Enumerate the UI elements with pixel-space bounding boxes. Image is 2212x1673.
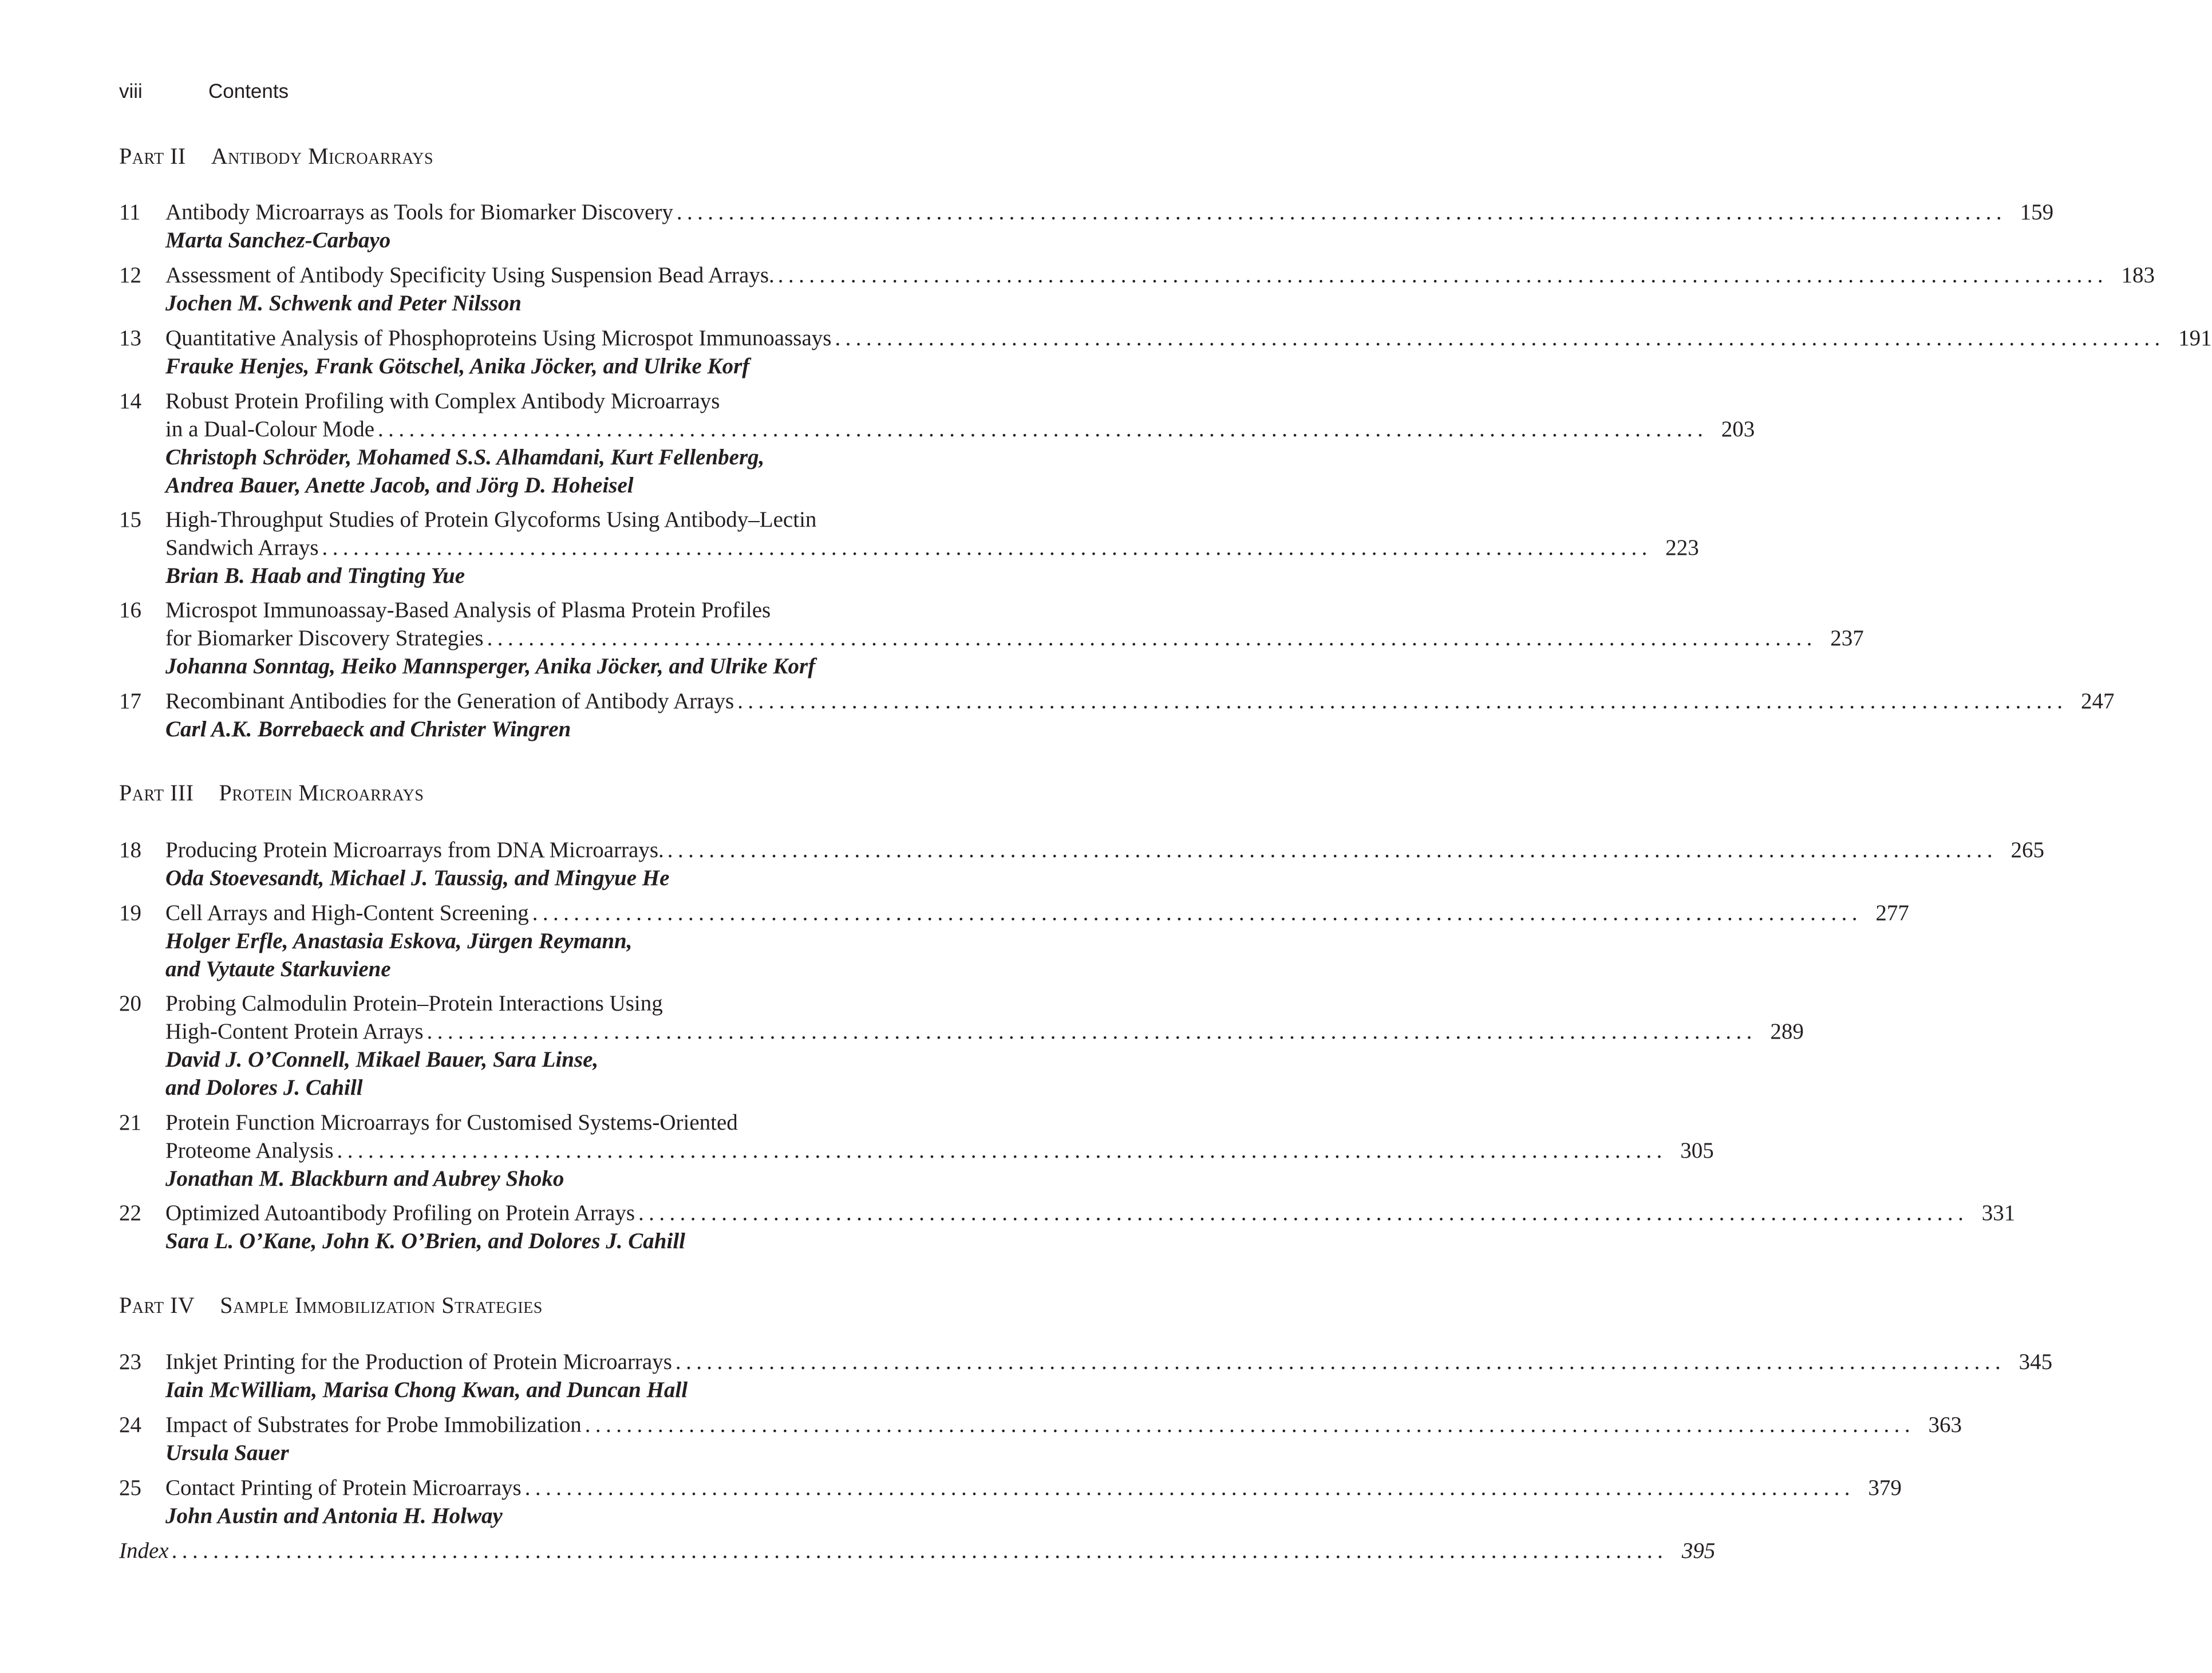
chapter-authors: Christoph Schröder, Mohamed S.S. Alhamdani, Kurt Fellenberg, <box>165 445 765 469</box>
chapter-authors: Johanna Sonntag, Heiko Mannsperger, Anika Jöcker, and Ulrike Korf <box>165 654 816 678</box>
chapter-authors: Holger Erfle, Anastasia Eskova, Jürgen Reymann, <box>165 929 633 953</box>
chapter-number: 16 <box>119 598 141 622</box>
toc-entry[interactable] <box>119 261 2155 317</box>
chapter-number: 20 <box>119 991 141 1016</box>
toc-entry[interactable] <box>119 899 1909 983</box>
toc-entry[interactable] <box>119 1348 2053 1404</box>
part-heading <box>119 142 433 171</box>
part-title: Protein Microarrays <box>219 780 424 806</box>
dot-leader: ................................................................................................................................ <box>532 901 1862 925</box>
chapter-number: 17 <box>119 689 141 713</box>
part-heading <box>119 1291 543 1320</box>
part-title: Antibody Microarrays <box>211 143 434 169</box>
chapter-number: 13 <box>119 326 141 350</box>
dot-leader: ................................................................................................................................ <box>675 1350 2006 1374</box>
part-title: Sample Immobilization Strategies <box>220 1292 543 1318</box>
dot-leader: ................................................................................................................................ <box>638 1201 1969 1225</box>
page-number: 247 <box>2080 689 2115 713</box>
toc-entry[interactable] <box>119 1411 1962 1467</box>
dot-leader: ................................................................................................................................ <box>835 326 2165 350</box>
toc-index-entry[interactable] <box>119 1537 1716 1565</box>
dot-leader: ................................................................................................................................ <box>426 1019 1757 1044</box>
page-number: 191 <box>2178 326 2212 350</box>
chapter-title-line: Proteome Analysis ................................................................................................................................ 305 <box>165 1137 1052 1165</box>
chapter-number: 11 <box>119 200 141 224</box>
chapter-title-line: Producing Protein Microarrays from DNA Microarrays. ................................................................................................................................ 265 <box>165 836 1052 864</box>
running-head-title: Contents <box>208 80 289 102</box>
index-line <box>119 1537 1716 1565</box>
chapter-authors: Jochen M. Schwenk and Peter Nilsson <box>165 291 522 315</box>
toc-entry[interactable] <box>119 687 2115 743</box>
chapter-number: 21 <box>119 1110 141 1135</box>
chapter-authors: and Dolores J. Cahill <box>165 1075 363 1100</box>
chapter-title-line: in a Dual-Colour Mode ................................................................................................................................ 203 <box>165 415 1052 443</box>
toc-entry[interactable] <box>119 1108 1714 1193</box>
chapter-authors: David J. O’Connell, Mikael Bauer, Sara Linse, <box>165 1047 599 1072</box>
chapter-authors: and Vytaute Starkuviene <box>165 957 391 981</box>
part-label: Part III <box>119 780 194 806</box>
chapter-number: 22 <box>119 1201 141 1225</box>
page-number: 289 <box>1770 1019 1804 1044</box>
page-folio: viii <box>119 80 143 102</box>
dot-leader: ................................................................................................................................ <box>777 263 2108 287</box>
chapter-title-line: Robust Protein Profiling with Complex Antibody Microarrays <box>165 389 720 413</box>
chapter-authors: Jonathan M. Blackburn and Aubrey Shoko <box>165 1166 564 1191</box>
toc-entry[interactable] <box>119 1199 2016 1255</box>
toc-entry[interactable] <box>119 506 1699 590</box>
chapter-authors: Brian B. Haab and Tingting Yue <box>165 563 465 588</box>
toc-entry[interactable] <box>119 1474 1902 1530</box>
toc-entry[interactable] <box>119 836 2044 892</box>
dot-leader: ................................................................................................................................ <box>322 535 1652 560</box>
dot-leader: ................................................................................................................................ <box>378 417 1708 441</box>
dot-leader: ................................................................................................................................ <box>676 200 2007 224</box>
toc-entry[interactable] <box>119 387 1755 499</box>
chapter-title-line: Antibody Microarrays as Tools for Biomarker Discovery ................................................................................................................................ 159 <box>165 198 1052 226</box>
chapter-title-line: Sandwich Arrays ................................................................................................................................ 223 <box>165 534 1052 562</box>
chapter-title-line: Probing Calmodulin Protein–Protein Interactions Using <box>165 991 663 1016</box>
chapter-title-line: Protein Function Microarrays for Customised Systems-Oriented <box>165 1110 738 1135</box>
chapter-title-line: Quantitative Analysis of Phosphoproteins Using Microspot Immunoassays ................................................................................................................................ 191 <box>165 324 1052 352</box>
page-number: 345 <box>2019 1350 2053 1374</box>
page-number: 223 <box>1665 535 1699 560</box>
chapter-title-line: High-Content Protein Arrays ................................................................................................................................ 289 <box>165 1017 1052 1045</box>
part-heading <box>119 779 424 807</box>
index-label: Index <box>119 1538 169 1563</box>
page-number: 203 <box>1721 417 1755 441</box>
chapter-number: 18 <box>119 838 141 862</box>
dot-leader: ................................................................................................................................ <box>667 838 1997 862</box>
toc-entry[interactable] <box>119 989 1804 1102</box>
chapter-authors: Andrea Bauer, Anette Jacob, and Jörg D. Hoheisel <box>165 473 634 498</box>
page-number: 305 <box>1680 1138 1714 1163</box>
page-number: 183 <box>2121 263 2155 287</box>
dot-leader: ................................................................................................................................ <box>524 1475 1855 1500</box>
chapter-title-line: Inkjet Printing for the Production of Protein Microarrays ................................................................................................................................ 345 <box>165 1348 1052 1376</box>
dot-leader: ................................................................................................................................ <box>737 689 2068 713</box>
chapter-number: 14 <box>119 389 141 413</box>
page-number: 265 <box>2010 838 2044 862</box>
chapter-authors: Frauke Henjes, Frank Götschel, Anika Jöcker, and Ulrike Korf <box>165 354 750 378</box>
chapter-number: 15 <box>119 507 141 532</box>
toc-entry[interactable] <box>119 198 2054 254</box>
chapter-title-line: High-Throughput Studies of Protein Glycoforms Using Antibody–Lectin <box>165 507 817 532</box>
chapter-title-line: Cell Arrays and High-Content Screening ................................................................................................................................ 277 <box>165 899 1052 927</box>
page-number: 159 <box>2020 200 2054 224</box>
page-number: 363 <box>1928 1412 1962 1437</box>
chapter-title-line: Impact of Substrates for Probe Immobilization ................................................................................................................................ 363 <box>165 1411 1052 1439</box>
page-number: 331 <box>1981 1201 2016 1225</box>
running-head <box>119 79 289 104</box>
chapter-title-line: for Biomarker Discovery Strategies ................................................................................................................................ 237 <box>165 624 1052 652</box>
part-label: Part IV <box>119 1292 195 1318</box>
chapter-number: 23 <box>119 1350 141 1374</box>
chapter-authors: Sara L. O’Kane, John K. O’Brien, and Dolores J. Cahill <box>165 1229 685 1253</box>
dot-leader: ................................................................................................................................ <box>487 626 1817 650</box>
chapter-title-line: Optimized Autoantibody Profiling on Protein Arrays ................................................................................................................................ 331 <box>165 1199 1052 1227</box>
chapter-title-line: Microspot Immunoassay-Based Analysis of Plasma Protein Profiles <box>165 598 771 622</box>
chapter-title-line: Assessment of Antibody Specificity Using Suspension Bead Arrays. ................................................................................................................................ 183 <box>165 261 1052 289</box>
chapter-number: 24 <box>119 1412 141 1437</box>
chapter-authors: Marta Sanchez-Carbayo <box>165 228 391 252</box>
chapter-authors: Oda Stoevesandt, Michael J. Taussig, and Mingyue He <box>165 866 670 890</box>
chapter-authors: Iain McWilliam, Marisa Chong Kwan, and Duncan Hall <box>165 1378 688 1402</box>
page-number: 277 <box>1875 901 1909 925</box>
chapter-authors: Ursula Sauer <box>165 1441 289 1465</box>
dot-leader: ................................................................................................................................ <box>337 1138 1667 1163</box>
page-number: 237 <box>1830 626 1864 650</box>
chapter-number: 25 <box>119 1475 141 1500</box>
dot-leader: ................................................................................................................................ <box>584 1412 1915 1437</box>
chapter-title-line: Contact Printing of Protein Microarrays ................................................................................................................................ 379 <box>165 1474 1052 1502</box>
index-page-number: 395 <box>1681 1538 1716 1563</box>
toc-entry[interactable] <box>119 324 2212 380</box>
chapter-number: 12 <box>119 263 141 287</box>
chapter-number: 19 <box>119 901 141 925</box>
page-number: 379 <box>1868 1475 1902 1500</box>
chapter-title-line: Recombinant Antibodies for the Generation of Antibody Arrays ................................................................................................................................ 247 <box>165 687 1052 715</box>
part-label: Part II <box>119 143 186 169</box>
chapter-authors: Carl A.K. Borrebaeck and Christer Wingren <box>165 717 571 741</box>
dot-leader: ................................................................................................................................................ <box>172 1538 1669 1563</box>
toc-entry[interactable] <box>119 596 1864 680</box>
chapter-authors: John Austin and Antonia H. Holway <box>165 1504 503 1528</box>
